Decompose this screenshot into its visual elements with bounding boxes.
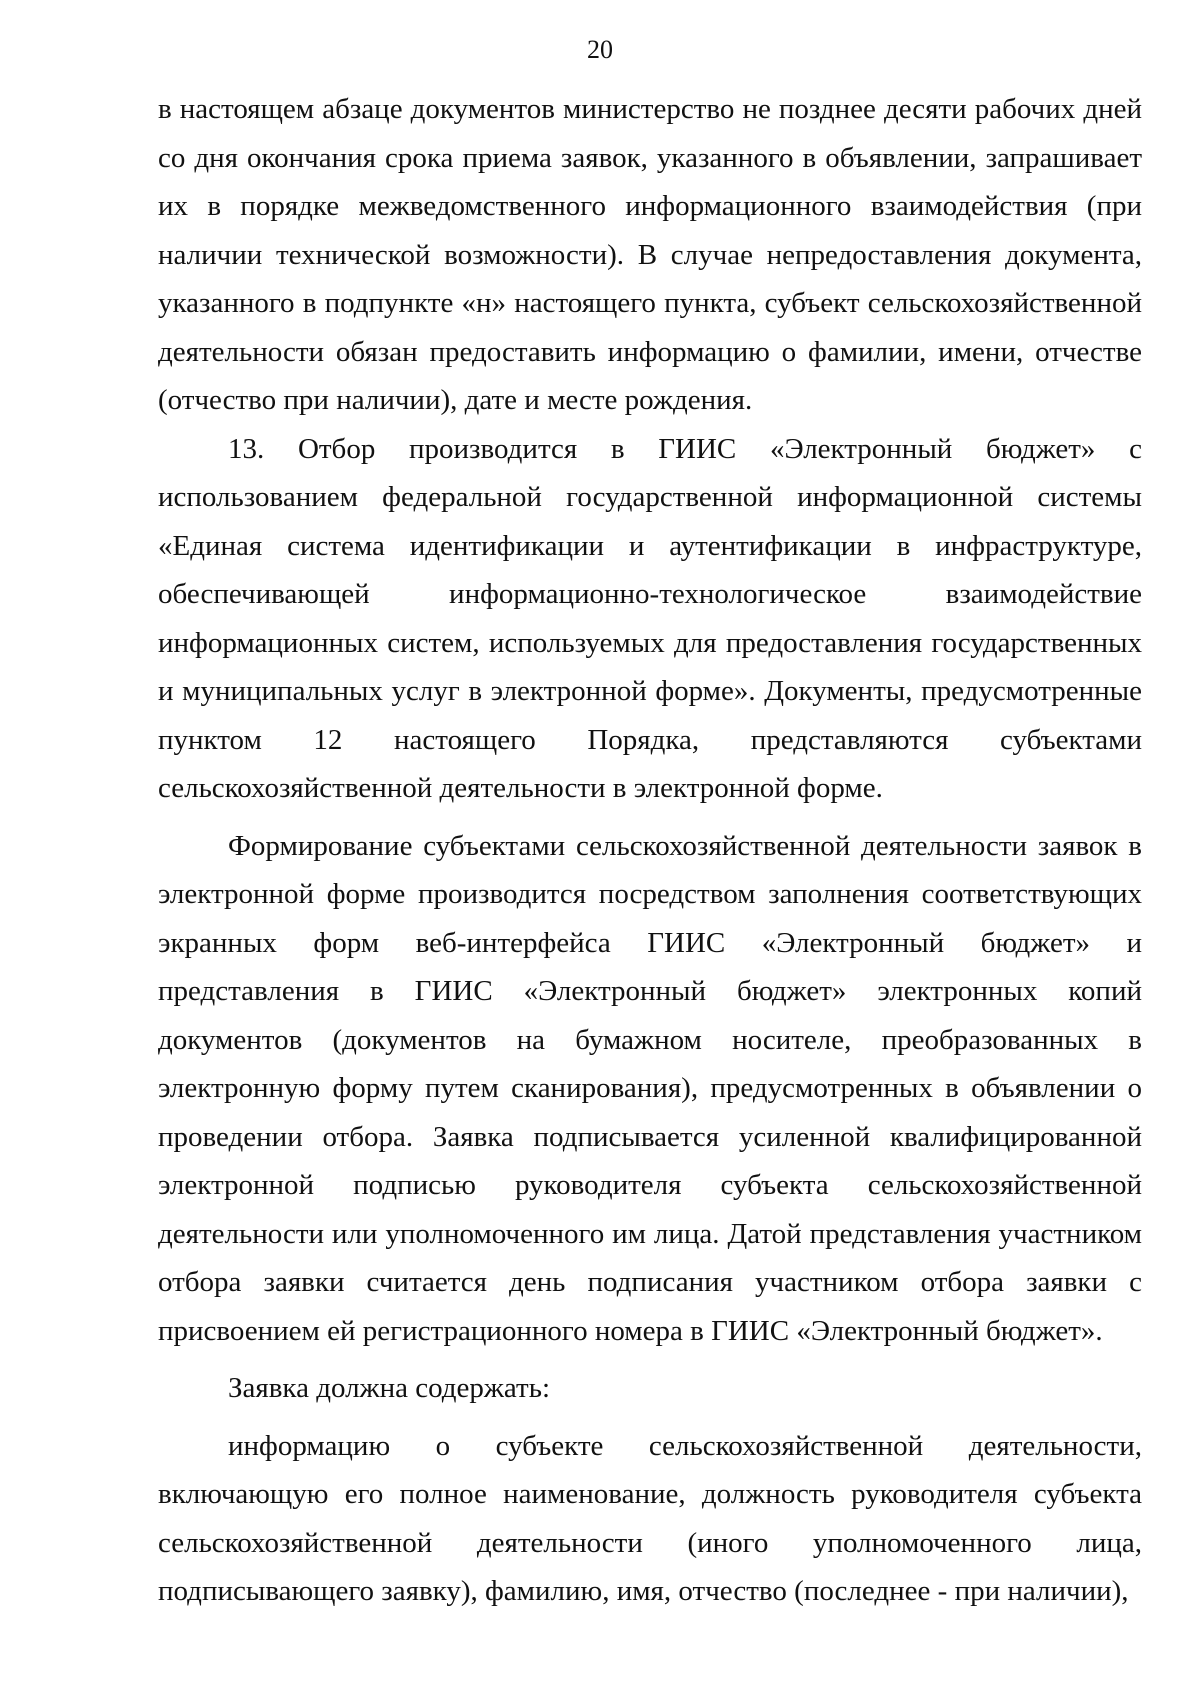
paragraph-application-contents-intro: Заявка должна содержать:	[228, 1372, 551, 1404]
page-number: 20	[587, 35, 613, 64]
paragraph-submission-form: Формирование субъектами сельскохозяйственной деятельности заявок в электронной форме производится посредством заполнения соответствующих экранных форм веб-интерфейса ГИИС «Электронный бюджет» и представления в ГИИС «Электронный бюджет» электронных копий документов (документов на бумажном носителе, преобразованных в электронную форму путем сканирования), предусмотренных в объявлении о проведении отбора. Заявка подписывается усиленной квалифицированной электронной подписью руководителя субъекта сельскохозяйственной деятельности или уполномоченного им лица. Датой представления участником отбора заявки считается день подписания участником отбора заявки с присвоением ей регистрационного номера в ГИИС «Электронный бюджет».	[158, 829, 1142, 1347]
document-body	[158, 85, 1142, 1616]
paragraph-applicant-information: информацию о субъекте сельскохозяйственной деятельности, включающую его полное наименование, должность руководителя субъекта сельскохозяйственной деятельности (иного уполномоченного лица, подписывающего заявку), фамилию, имя, отчество (последнее - при наличии),	[158, 1429, 1142, 1607]
paragraph-continuation: в настоящем абзаце документов министерство не позднее десяти рабочих дней со дня окончания срока приема заявок, указанного в объявлении, запрашивает их в порядке межведомственного информационного взаимодействия (при наличии технической возможности). В случае непредоставления документа, указанного в подпункте «н» настоящего пункта, субъект сельскохозяйственной деятельности обязан предоставить информацию о фамилии, имени, отчестве (отчество при наличии), дате и месте рождения.	[158, 93, 1142, 416]
paragraph-item-13: 13. Отбор производится в ГИИС «Электронный бюджет» с использованием федеральной государственной информационной системы «Единая система идентификации и аутентификации в инфраструктуре, обеспечивающей информационно-технологическое взаимодействие информационных систем, используемых для предоставления государственных и муниципальных услуг в электронной форме». Документы, предусмотренные пунктом 12 настоящего Порядка, представляются субъектами сельскохозяйственной деятельности в электронной форме.	[158, 432, 1142, 804]
